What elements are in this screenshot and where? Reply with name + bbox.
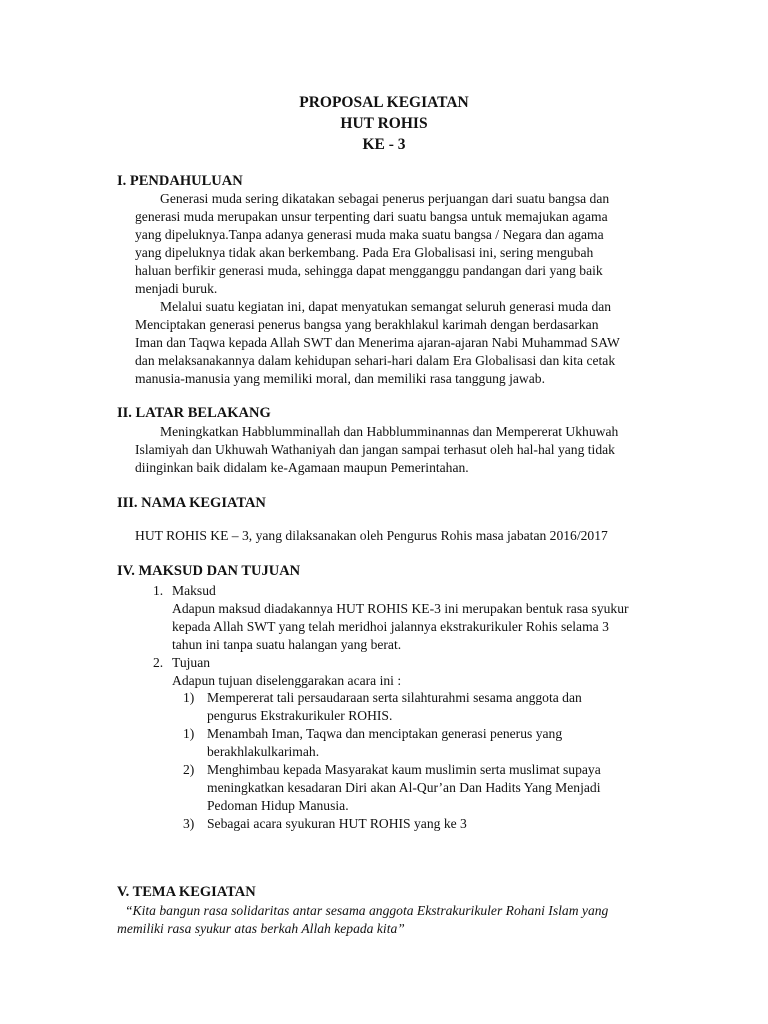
section-heading-pendahuluan: I. PENDAHULUAN	[117, 173, 243, 189]
list-number: 1.	[153, 583, 164, 598]
paragraph-line: Islamiyah dan Ukhuwah Wathaniyah dan jangan sampai terhasut oleh hal-hal yang tidak	[135, 442, 615, 457]
paragraph-line: haluan berfikir generasi muda, sehingga dapat mengganggu pandangan dari yang baik	[135, 263, 603, 278]
document-title-line-2: HUT ROHIS	[340, 115, 428, 132]
sublist-item-line: Sebagai acara syukuran HUT ROHIS yang ke 3	[207, 816, 467, 831]
paragraph-line: kepada Allah SWT yang telah meridhoi jalannya ekstrakurikuler Rohis selama 3	[172, 619, 609, 634]
tujuan-intro: Adapun tujuan diselenggarakan acara ini :	[172, 673, 402, 688]
section-heading-latar-belakang: II. LATAR BELAKANG	[117, 405, 271, 421]
paragraph-line: manusia-manusia yang memiliki moral, dan memiliki rasa tanggung jawab.	[135, 371, 545, 386]
paragraph-line: tahun ini tanpa suatu halangan yang berat.	[172, 637, 402, 652]
paragraph-line: dan melaksanakannya dalam kehidupan sehari-hari dalam Era Globalisasi dan kita cetak	[135, 353, 616, 368]
document-title-line-3: KE - 3	[362, 136, 406, 153]
paragraph-line: Iman dan Taqwa kepada Allah SWT dan Menerima ajaran-ajaran Nabi Muhammad SAW	[135, 335, 620, 350]
paragraph-line: yang dipeluknya tidak akan berkembang. Pada Era Globalisasi ini, sering mengubah	[135, 245, 594, 260]
sublist-item-line: Mempererat tali persaudaraan serta silahturahmi sesama anggota dan	[207, 690, 582, 705]
paragraph-line: Menciptakan generasi penerus bangsa yang berakhlakul karimah dengan berdasarkan	[135, 317, 599, 332]
sublist-number: 1)	[183, 726, 195, 741]
paragraph-line: Meningkatkan Habblumminallah dan Habblumminannas dan Mempererat Ukhuwah	[160, 424, 619, 439]
paragraph-line: Generasi muda sering dikatakan sebagai penerus perjuangan dari suatu bangsa dan	[160, 191, 610, 206]
nama-kegiatan-text: HUT ROHIS KE – 3, yang dilaksanakan oleh Pengurus Rohis masa jabatan 2016/2017	[135, 528, 608, 543]
sublist-number: 2)	[183, 762, 195, 777]
sublist-item-line: pengurus Ekstrakurikuler ROHIS.	[207, 708, 393, 723]
section-heading-tema-kegiatan: V. TEMA KEGIATAN	[117, 884, 256, 900]
document-title-line-1: PROPOSAL KEGIATAN	[299, 94, 469, 111]
tema-quote-line: “Kita bangun rasa solidaritas antar sesama anggota Ekstrakurikuler Rohani Islam yang	[125, 903, 609, 918]
sublist-number: 3)	[183, 816, 195, 831]
paragraph-line: Melalui suatu kegiatan ini, dapat menyatukan semangat seluruh generasi muda dan	[160, 299, 612, 314]
list-number: 2.	[153, 655, 164, 670]
tema-quote-line: memiliki rasa syukur atas berkah Allah kepada kita”	[117, 921, 405, 936]
paragraph-line: Adapun maksud diadakannya HUT ROHIS KE-3 ini merupakan bentuk rasa syukur	[172, 601, 629, 616]
tujuan-title: Tujuan	[172, 655, 211, 670]
maksud-title: Maksud	[172, 583, 216, 598]
sublist-item-line: meningkatkan kesadaran Diri akan Al-Qur’an Dan Hadits Yang Menjadi	[207, 780, 601, 795]
paragraph-line: yang dipeluknya.Tanpa adanya generasi muda maka suatu bangsa / Negara dan agama	[135, 227, 604, 242]
sublist-item-line: berakhlakulkarimah.	[207, 744, 320, 759]
sublist-item-line: Menambah Iman, Taqwa dan menciptakan generasi penerus yang	[207, 726, 563, 741]
sublist-number: 1)	[183, 690, 195, 705]
section-heading-nama-kegiatan: III. NAMA KEGIATAN	[117, 495, 266, 511]
paragraph-line: generasi muda merupakan unsur terpenting dari suatu bangsa untuk memajukan agama	[135, 209, 608, 224]
section-heading-maksud-tujuan: IV. MAKSUD DAN TUJUAN	[117, 563, 301, 579]
paragraph-line: diinginkan baik didalam ke-Agamaan maupun Pemerintahan.	[135, 460, 469, 475]
sublist-item-line: Menghimbau kepada Masyarakat kaum muslimin serta muslimat supaya	[207, 762, 601, 777]
sublist-item-line: Pedoman Hidup Manusia.	[207, 798, 349, 813]
paragraph-line: menjadi buruk.	[135, 281, 218, 296]
